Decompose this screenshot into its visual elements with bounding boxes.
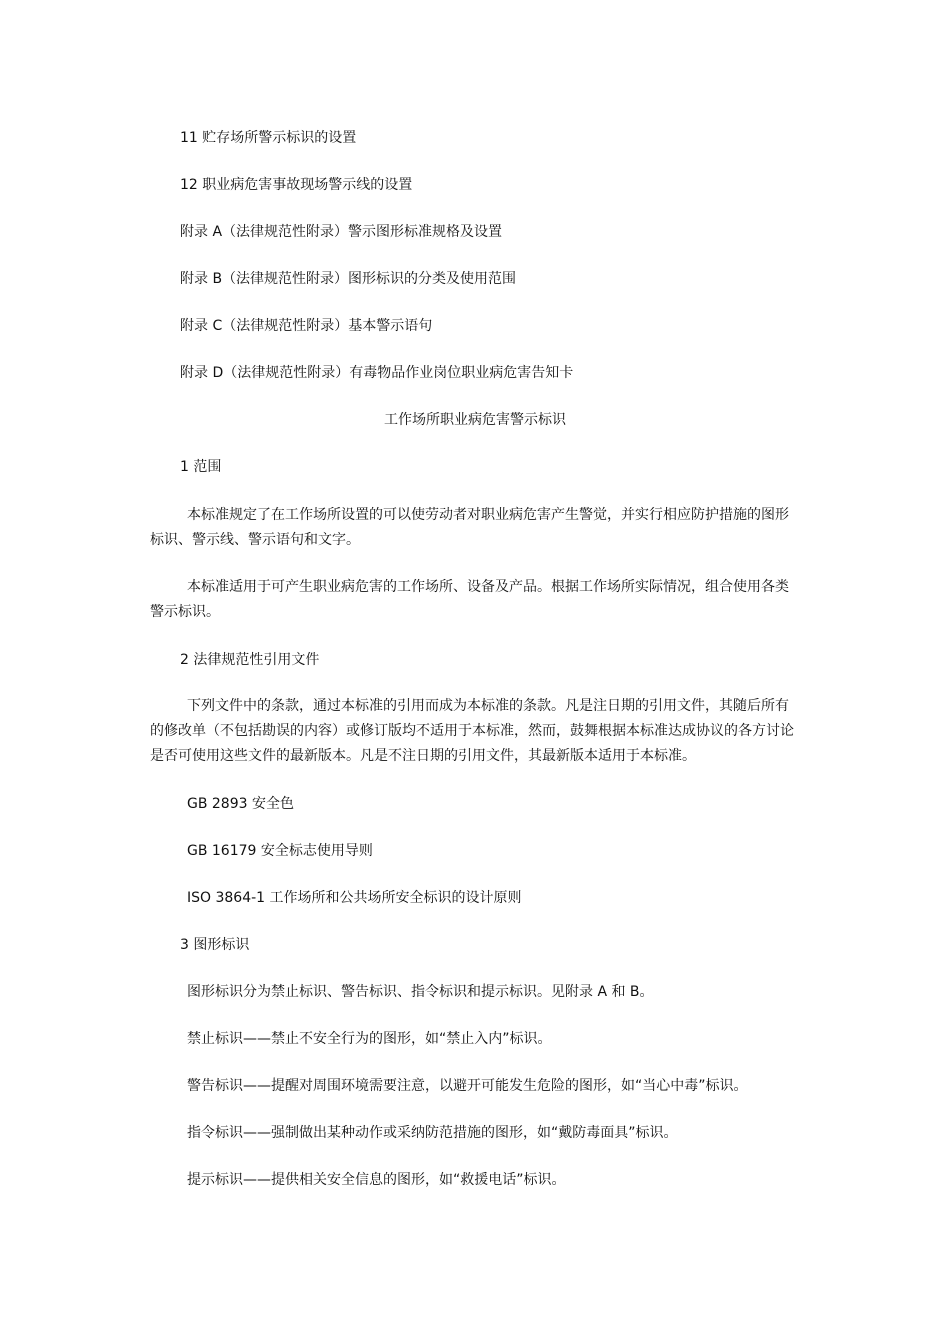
toc-appendix-d: 附录 D（法律规范性附录）有毒物品作业岗位职业病危害告知卡 xyxy=(180,365,574,381)
section-3-heading: 3 图形标识 xyxy=(180,937,250,953)
section-2-heading: 2 法律规范性引用文件 xyxy=(180,652,320,668)
prohibition-sign-definition: 禁止标识——禁止不安全行为的图形，如“禁止入内”标识。 xyxy=(187,1031,552,1047)
section-2-paragraph-1: 下列文件中的条款，通过本标准的引用而成为本标准的条款。凡是注日期的引用文件，其随后所有的修改单（不包括勘误的内容）或修订版均不适用于本标准，然而，鼓舞根据本标准达成协议的各方讨论是否可使用这些文件的最新版本。凡是不注日期的引用文件，其最新版本适用于本标准。 xyxy=(150,698,794,764)
mandatory-sign-definition: 指令标识——强制做出某种动作或采纳防范措施的图形，如“戴防毒面具”标识。 xyxy=(187,1125,678,1141)
toc-item-12: 12 职业病危害事故现场警示线的设置 xyxy=(180,177,413,193)
toc-appendix-a: 附录 A（法律规范性附录）警示图形标准规格及设置 xyxy=(180,224,503,240)
section-1-heading: 1 范围 xyxy=(180,459,222,475)
reference-iso-3864-1: ISO 3864-1 工作场所和公共场所安全标识的设计原则 xyxy=(187,890,522,906)
section-1-paragraph-1: 本标准规定了在工作场所设置的可以使劳动者对职业病危害产生警觉，并实行相应防护措施的图形标识、警示线、警示语句和文字。 xyxy=(150,507,789,548)
document-title: 工作场所职业病危害警示标识 xyxy=(384,412,566,428)
section-1-paragraph-2: 本标准适用于可产生职业病危害的工作场所、设备及产品。根据工作场所实际情况，组合使用各类警示标识。 xyxy=(150,579,789,620)
reference-gb-2893: GB 2893 安全色 xyxy=(187,796,294,812)
reference-gb-16179: GB 16179 安全标志使用导则 xyxy=(187,843,373,859)
section-3-intro: 图形标识分为禁止标识、警告标识、指令标识和提示标识。见附录 A 和 B。 xyxy=(187,984,654,1000)
toc-appendix-c: 附录 C（法律规范性附录）基本警示语句 xyxy=(180,318,433,334)
toc-item-11: 11 贮存场所警示标识的设置 xyxy=(180,130,357,146)
warning-sign-definition: 警告标识——提醒对周围环境需要注意，以避开可能发生危险的图形，如“当心中毒”标识。 xyxy=(187,1078,748,1094)
toc-appendix-b: 附录 B（法律规范性附录）图形标识的分类及使用范围 xyxy=(180,271,517,287)
information-sign-definition: 提示标识——提供相关安全信息的图形，如“救援电话”标识。 xyxy=(187,1172,566,1188)
